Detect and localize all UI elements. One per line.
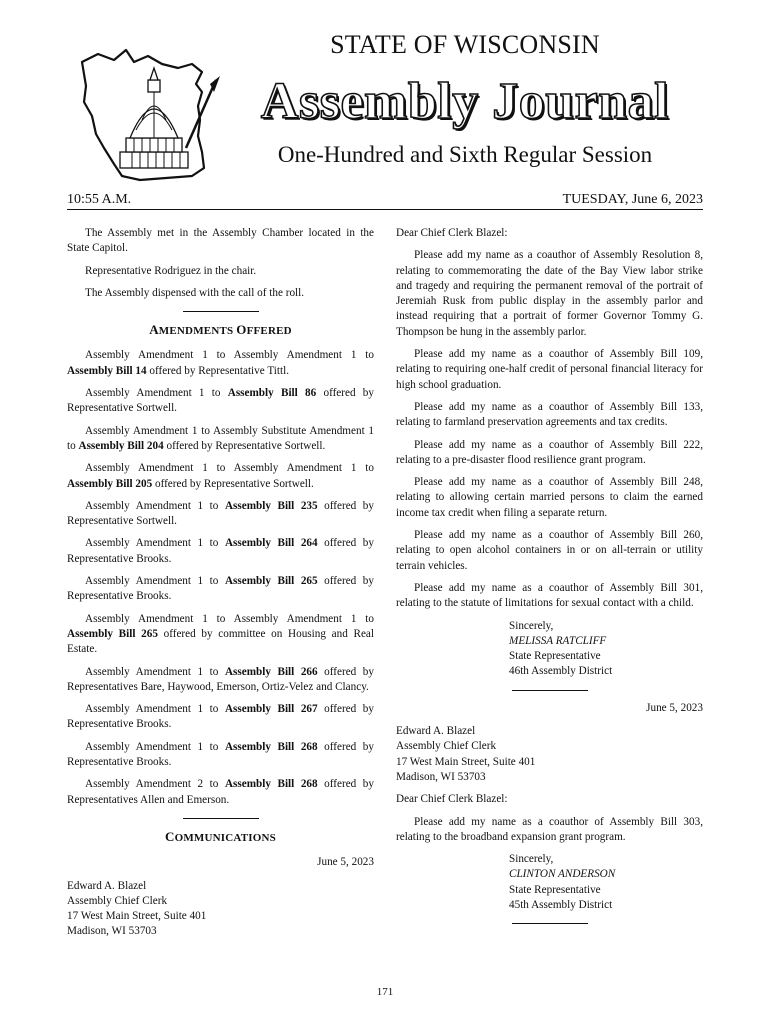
letter-paragraph: Please add my name as a coauthor of Assembly Resolution 8, relating to commemorating the date of the Bay View labor strike and tragedy and requiring the permanent removal of the portrait of Jeremiah Rusk from public display in the assembly parlor and instead requiring that a portrait of former Governor Tommy G. Thompson be hung in the assembly parlor. bbox=[396, 249, 703, 338]
letter-paragraph: Please add my name as a coauthor of Assembly Bill 109, relating to requiring one-half credit of personal financial literacy for high school graduation. bbox=[396, 348, 703, 391]
letter-paragraph: Please add my name as a coauthor of Assembly Bill 303, relating to the broadband expansion grant program. bbox=[396, 815, 703, 843]
section-divider bbox=[183, 818, 259, 819]
roll-call-text: The Assembly dispensed with the call of the roll. bbox=[85, 286, 305, 299]
amendment-item: Assembly Amendment 1 to Assembly Amendment 1 to Assembly Bill 265 offered by committee on Housing and Real Estate. bbox=[67, 612, 374, 656]
signature-block: Sincerely, MELISSA RATCLIFF State Representative 46th Assembly District bbox=[509, 619, 613, 678]
wisconsin-capitol-logo-icon bbox=[74, 40, 224, 190]
header-rule bbox=[67, 209, 703, 210]
journal-title: Assembly Journal bbox=[260, 73, 670, 130]
signature-block: Sincerely, CLINTON ANDERSON State Representative 45th Assembly District bbox=[509, 853, 616, 911]
amendment-item: Assembly Amendment 1 to Assembly Substitute Amendment 1 to Assembly Bill 204 offered by Representative Sortwell. bbox=[67, 424, 374, 452]
amendment-item: Assembly Amendment 1 to Assembly Bill 267 offered by Representative Brooks. bbox=[67, 703, 374, 731]
amendment-item: Assembly Amendment 1 to Assembly Bill 265 offered by Representative Brooks. bbox=[67, 575, 374, 603]
opening-text: The Assembly met in the Assembly Chamber located in the State Capitol. bbox=[67, 227, 374, 255]
amendment-item: Assembly Amendment 1 to Assembly Bill 266 offered by Representatives Bare, Haywood, Emerson, Ortiz-Velez and Clancy. bbox=[67, 665, 374, 693]
letter-paragraph: Please add my name as a coauthor of Assembly Bill 301, relating to the statute of limitations for sexual contact with a child. bbox=[396, 581, 703, 610]
session-date: TUESDAY, June 6, 2023 bbox=[562, 192, 703, 207]
session-time: 10:55 A.M. bbox=[67, 192, 132, 207]
amendment-item: Assembly Amendment 1 to Assembly Amendment 1 to Assembly Bill 14 offered by Representative Tittl. bbox=[67, 349, 374, 377]
letter-paragraph: Please add my name as a coauthor of Assembly Bill 133, relating to farmland preservation agreements and tax credits. bbox=[396, 400, 703, 429]
salutation: Dear Chief Clerk Blazel: bbox=[396, 793, 508, 806]
chair-text: Representative Rodriguez in the chair. bbox=[85, 264, 257, 277]
letter-paragraph: Please add my name as a coauthor of Assembly Bill 248, relating to allowing certain married persons to claim the earned income tax credit when filing a separate return. bbox=[396, 476, 703, 519]
state-title: STATE OF WISCONSIN bbox=[330, 30, 600, 59]
amendment-item: Assembly Amendment 1 to Assembly Bill 264 offered by Representative Brooks. bbox=[67, 537, 374, 565]
amendment-item: Assembly Amendment 1 to Assembly Bill 268 offered by Representative Brooks. bbox=[67, 740, 374, 769]
letter-paragraph: Please add my name as a coauthor of Assembly Bill 260, relating to open alcohol containers in or on all-terrain or utility terrain vehicles. bbox=[396, 529, 703, 572]
page-number: 171 bbox=[376, 986, 394, 998]
recipient-address: Edward A. Blazel Assembly Chief Clerk 17 West Main Street, Suite 401 Madison, WI 53703 bbox=[396, 725, 536, 783]
amendment-item: Assembly Amendment 2 to Assembly Bill 268 offered by Representatives Allen and Emerson. bbox=[67, 778, 374, 806]
letter-paragraph: Please add my name as a coauthor of Assembly Bill 222, relating to a pre-disaster flood resilience grant program. bbox=[396, 438, 703, 466]
section-divider bbox=[183, 311, 259, 312]
salutation: Dear Chief Clerk Blazel: bbox=[396, 227, 508, 239]
recipient-address: Edward A. Blazel Assembly Chief Clerk 17 West Main Street, Suite 401 Madison, WI 53703 bbox=[67, 879, 207, 938]
letter-date: June 5, 2023 bbox=[646, 701, 703, 714]
amendment-item: Assembly Amendment 1 to Assembly Bill 86 offered by Representative Sortwell. bbox=[67, 387, 374, 415]
section-divider bbox=[512, 690, 588, 691]
section-divider bbox=[512, 923, 588, 924]
amendment-item: Assembly Amendment 1 to Assembly Amendment 1 to Assembly Bill 205 offered by Representative Sortwell. bbox=[67, 462, 374, 490]
right-column bbox=[396, 226, 703, 934]
communications-heading: COMMUNICATIONS bbox=[165, 828, 276, 844]
amendments-heading: AMENDMENTS OFFERED bbox=[149, 322, 292, 338]
amendment-item: Assembly Amendment 1 to Assembly Bill 235 offered by Representative Sortwell. bbox=[67, 499, 374, 528]
left-column bbox=[67, 226, 374, 947]
letter-date: June 5, 2023 bbox=[317, 856, 374, 869]
session-title: One-Hundred and Sixth Regular Session bbox=[277, 142, 653, 167]
